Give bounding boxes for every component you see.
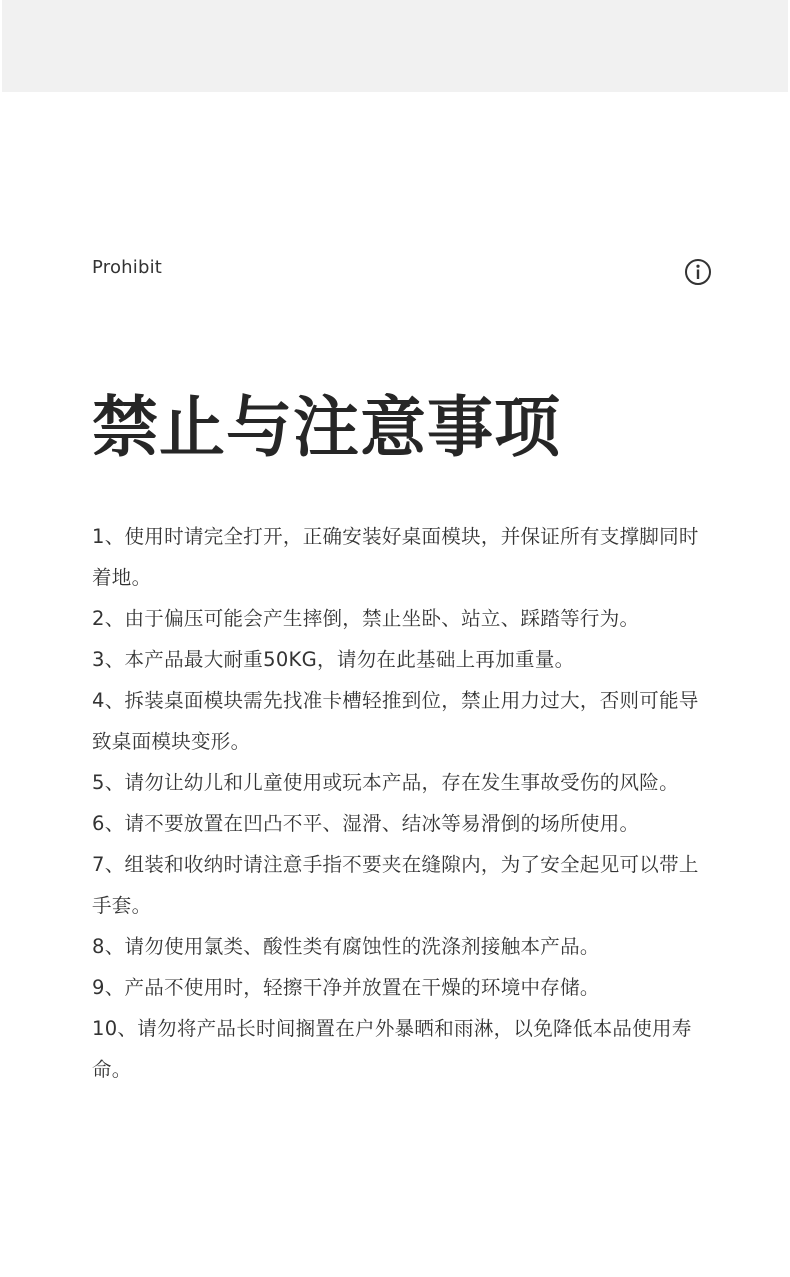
page-title: 禁止与注意事项 <box>92 389 561 466</box>
info-icon <box>684 258 712 286</box>
note-item-4: 4、拆装桌面模块需先找准卡槽轻推到位，禁止用力过大，否则可能导致桌面模块变形。 <box>92 689 699 753</box>
top-banner <box>2 0 788 92</box>
note-item-7: 7、组装和收纳时请注意手指不要夹在缝隙内，为了安全起见可以带上手套。 <box>92 853 699 917</box>
note-item-6: 6、请不要放置在凹凸不平、湿滑、结冰等易滑倒的场所使用。 <box>92 812 640 835</box>
note-item-10: 10、请勿将产品长时间搁置在户外暴晒和雨淋，以免降低本品使用寿命。 <box>92 1017 692 1081</box>
note-item-1: 1、使用时请完全打开，正确安装好桌面模块，并保证所有支撑脚同时着地。 <box>92 525 699 589</box>
section-eyebrow: Prohibit <box>92 257 163 278</box>
note-item-3: 3、本产品最大耐重50KG，请勿在此基础上再加重量。 <box>92 648 575 671</box>
note-item-9: 9、产品不使用时，轻擦干净并放置在干燥的环境中存储。 <box>92 976 600 999</box>
notes-list <box>92 516 704 1090</box>
note-item-2: 2、由于偏压可能会产生摔倒，禁止坐卧、站立、踩踏等行为。 <box>92 607 640 630</box>
note-item-8: 8、请勿使用氯类、酸性类有腐蚀性的洗涤剂接触本产品。 <box>92 935 600 958</box>
note-item-5: 5、请勿让幼儿和儿童使用或玩本产品，存在发生事故受伤的风险。 <box>92 771 679 794</box>
